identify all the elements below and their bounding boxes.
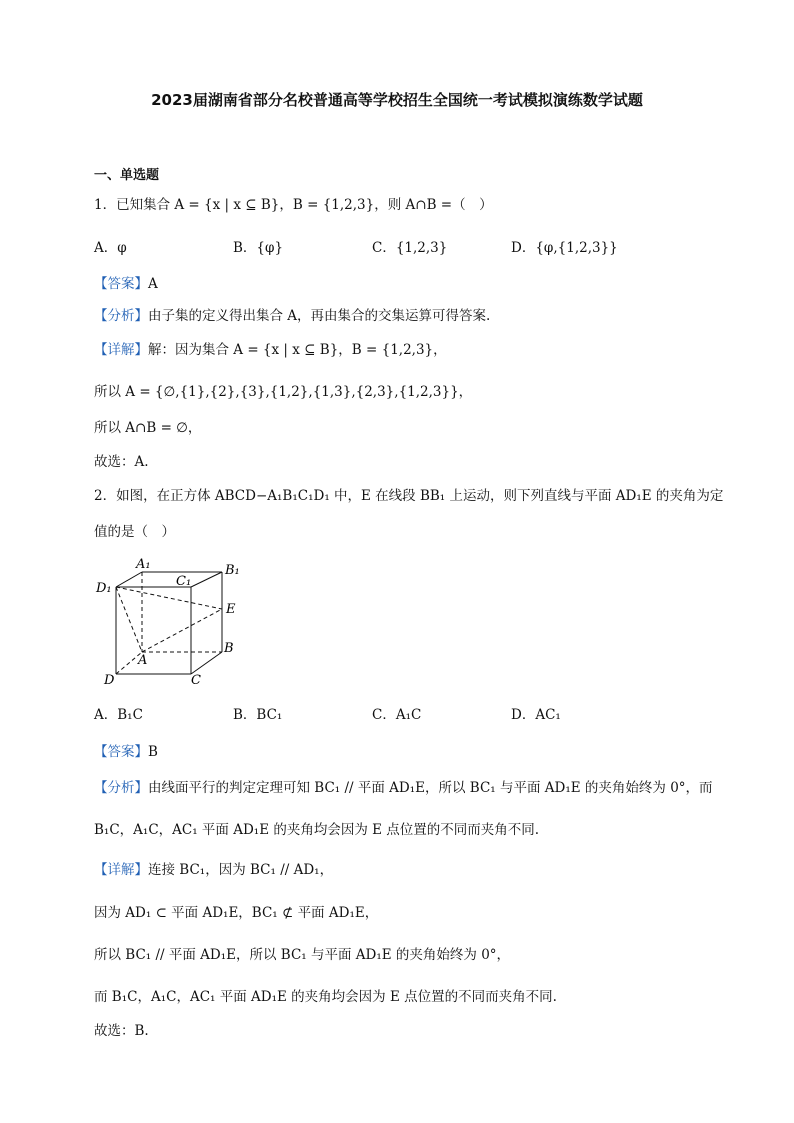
- q1-detail-4: 故选：A.: [94, 454, 149, 470]
- q2-option-c: C．A₁C: [372, 707, 422, 723]
- q2-stem-1: 2．如图，在正方体 ABCD−A₁B₁C₁D₁ 中，E 在线段 BB₁ 上运动，则下列直线与平面 AD₁E 的夹角为定: [94, 488, 724, 504]
- label-e: E: [226, 602, 236, 617]
- q2-detail: 连接 BC₁，因为 BC₁ // AD₁，: [148, 862, 334, 878]
- detail-tag: 【详解】: [94, 862, 148, 878]
- q2-option-d: D．AC₁: [511, 707, 561, 723]
- label-b: B: [224, 641, 234, 656]
- q1-detail-2: 所以 A = {∅,{1},{2},{3},{1,2},{1,3},{2,3},{1,2,3}}，: [94, 384, 473, 400]
- q2-detail-line: [94, 858, 333, 878]
- q2-detail-3: 所以 BC₁ // 平面 AD₁E，所以 BC₁ 与平面 AD₁E 的夹角始终为 0°，: [94, 947, 511, 963]
- q2-analysis-2: B₁C，A₁C，AC₁ 平面 AD₁E 的夹角均会因为 E 点位置的不同而夹角不同.: [94, 822, 540, 838]
- label-c1: C₁: [176, 574, 192, 589]
- analysis-tag: 【分析】: [94, 780, 148, 796]
- detail-tag: 【详解】: [94, 342, 148, 358]
- label-c: C: [191, 673, 201, 687]
- q1-option-b: B．{φ}: [233, 240, 284, 256]
- q1-option-c: C．{1,2,3}: [372, 240, 448, 256]
- q2-detail-4: 而 B₁C，A₁C，AC₁ 平面 AD₁E 的夹角均会因为 E 点位置的不同而夹角不同.: [94, 989, 557, 1005]
- q2-detail-2: 因为 AD₁ ⊂ 平面 AD₁E，BC₁ ⊄ 平面 AD₁E，: [94, 905, 379, 921]
- q2-detail-5: 故选：B.: [94, 1023, 149, 1039]
- q1-analysis-line: [94, 304, 490, 324]
- page-title: 2023届湖南省部分名校普通高等学校招生全国统一考试模拟演练数学试题: [151, 91, 643, 109]
- q1-option-a: A．φ: [94, 240, 127, 256]
- q1-answer: A: [148, 276, 158, 292]
- q1-detail-line: [94, 338, 447, 358]
- label-a1: A₁: [136, 557, 151, 572]
- label-d1: D₁: [96, 581, 112, 596]
- q2-analysis-1: 由线面平行的判定定理可知 BC₁ // 平面 AD₁E，所以 BC₁ 与平面 AD₁E 的夹角始终为 0°，而: [148, 780, 713, 796]
- q2-option-b: B．BC₁: [233, 707, 283, 723]
- label-b1: B₁: [225, 563, 240, 578]
- q1-detail: 解：因为集合 A = {x | x ⊆ B}，B = {1,2,3}，: [148, 342, 447, 358]
- cube-figure: [94, 552, 254, 687]
- answer-tag: 【答案】: [94, 276, 148, 292]
- q2-option-a: A．B₁C: [94, 707, 143, 723]
- q2-stem-2: 值的是（ ）: [94, 524, 175, 540]
- answer-tag: 【答案】: [94, 744, 148, 760]
- q2-analysis-line: [94, 776, 713, 796]
- q1-analysis: 由子集的定义得出集合 A，再由集合的交集运算可得答案.: [148, 308, 491, 324]
- label-d: D: [104, 673, 115, 687]
- section-heading: 一、单选题: [94, 168, 160, 183]
- label-a: A: [138, 653, 148, 668]
- analysis-tag: 【分析】: [94, 308, 148, 324]
- q1-stem: 1．已知集合 A = {x | x ⊆ B}，B = {1,2,3}，则 A∩B =（ ）: [94, 197, 493, 213]
- q1-detail-3: 所以 A∩B = ∅，: [94, 420, 202, 436]
- q1-option-d: D．{φ,{1,2,3}}: [511, 240, 618, 256]
- q2-answer-line: [94, 740, 158, 760]
- q2-answer: B: [148, 744, 158, 760]
- q1-answer-line: [94, 272, 158, 292]
